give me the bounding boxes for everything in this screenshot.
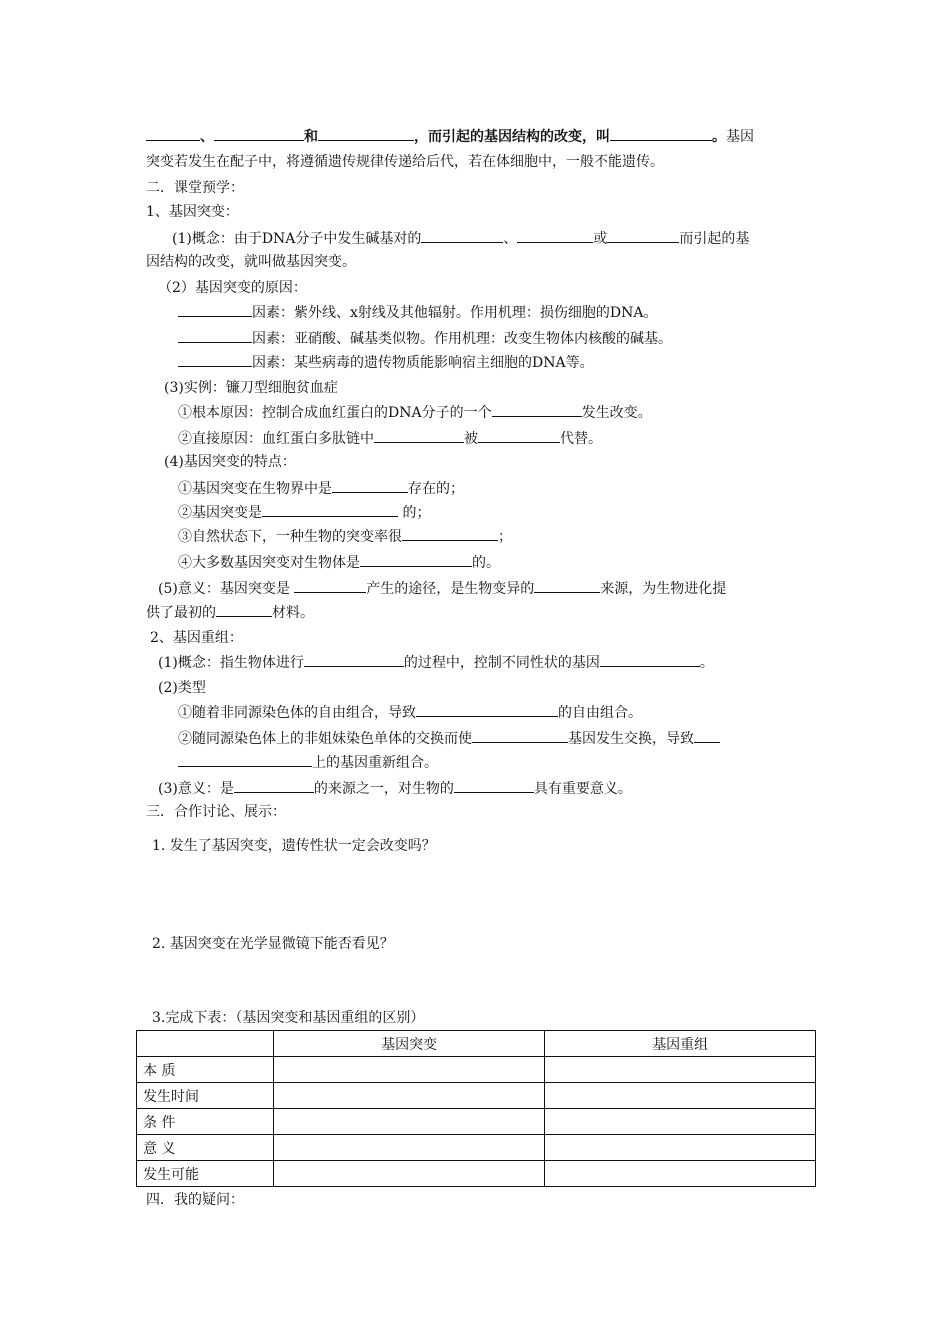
example-title: (3)实例：镰刀型细胞贫血症 [164, 380, 338, 396]
blank[interactable] [216, 602, 272, 617]
text: (1)概念：由于DNA分子中发生碱基对的 [172, 231, 422, 247]
text: 上的基因重新组合。 [312, 755, 438, 771]
blank[interactable] [360, 552, 472, 567]
table-cell[interactable] [273, 1083, 545, 1109]
blank[interactable] [294, 578, 366, 593]
text: 的； [398, 505, 431, 521]
comparison-table [136, 1030, 816, 1187]
table-row [137, 1161, 816, 1187]
question-2: 2. 基因突变在光学显微镜下能否看见？ [152, 936, 394, 952]
blank[interactable] [304, 652, 404, 667]
table-cell[interactable] [545, 1161, 816, 1187]
example-root-cause [178, 402, 652, 423]
table-cell[interactable] [273, 1135, 545, 1161]
recombination-significance [158, 778, 632, 799]
mutation-cause-title: （2）基因突变的原因： [158, 280, 307, 296]
section-3-title: 三．合作讨论、展示： [146, 804, 286, 820]
feature-3 [178, 526, 512, 547]
text: 因素：紫外线、x射线及其他辐射。作用机理：损伤细胞的DNA。 [252, 305, 658, 321]
text: 被 [464, 431, 478, 447]
text: 的自由组合。 [558, 705, 642, 721]
text: 而引起的基 [679, 231, 750, 247]
row-label-essence: 本 质 [137, 1057, 274, 1083]
text: 来源，为生物进化提 [600, 581, 727, 597]
table-cell[interactable] [545, 1109, 816, 1135]
feature-4 [178, 552, 500, 573]
text: 发生改变。 [581, 405, 652, 421]
table-cell[interactable] [545, 1083, 816, 1109]
blank[interactable] [318, 126, 414, 141]
blank[interactable] [374, 428, 464, 443]
example-direct-cause [178, 428, 602, 449]
text: 存在的； [408, 481, 464, 497]
gene-recombination-title: 2、基因重组： [150, 630, 243, 646]
text: ，而引起的基因结构的改变，叫 [414, 129, 610, 145]
text: ②直接原因：血红蛋白多肽链中 [178, 431, 374, 447]
text: ①根本原因：控制合成血红蛋白的DNA分子的一个 [178, 405, 492, 421]
question-3: 3.完成下表：（基因突变和基因重组的区别） [152, 1010, 425, 1026]
text: 代替。 [560, 431, 602, 447]
text: ； [498, 529, 512, 545]
text: (5)意义：基因突变是 [158, 581, 295, 597]
gene-mutation-title: 1、基因突变： [146, 204, 239, 220]
recombination-type-2-cont [178, 752, 438, 773]
blank[interactable] [607, 228, 679, 243]
text: 材料。 [272, 605, 314, 621]
text: ②基因突变是 [178, 505, 262, 521]
text: 的。 [472, 555, 500, 571]
cause-physical [178, 302, 657, 323]
blank[interactable] [694, 728, 720, 743]
section-2-title: 二．课堂预学： [146, 180, 244, 196]
feature-1 [178, 478, 464, 499]
mutation-concept-line-1 [172, 228, 749, 249]
blank[interactable] [262, 502, 398, 517]
text: 、 [200, 129, 214, 145]
blank[interactable] [178, 352, 252, 367]
text: (3)意义：是 [158, 781, 234, 797]
blank[interactable] [472, 728, 568, 743]
blank[interactable] [416, 702, 558, 717]
blank[interactable] [178, 302, 252, 317]
blank[interactable] [402, 526, 498, 541]
text: 的来源之一，对生物的 [313, 781, 454, 797]
blank[interactable] [332, 478, 408, 493]
mutation-significance-line-2 [146, 602, 314, 623]
text: 供了最初的 [146, 605, 216, 621]
blank[interactable] [178, 752, 312, 767]
text: 因素：某些病毒的遗传物质能影响宿主细胞的DNA等。 [252, 355, 594, 371]
table-header-cell [137, 1031, 274, 1057]
table-row [137, 1057, 816, 1083]
recombination-concept [158, 652, 714, 673]
section-4-title: 四．我的疑问： [146, 1192, 244, 1208]
text: 。 [712, 129, 726, 145]
table-cell[interactable] [273, 1109, 545, 1135]
recombination-type-2 [178, 728, 720, 749]
question-1: 1. 发生了基因突变，遗传性状一定会改变吗？ [152, 838, 436, 854]
blank[interactable] [517, 228, 593, 243]
blank[interactable] [214, 126, 304, 141]
blank[interactable] [478, 428, 560, 443]
intro-line-1 [146, 126, 754, 147]
text: ①基因突变在生物界中是 [178, 481, 332, 497]
table-row [137, 1083, 816, 1109]
cause-biological [178, 352, 594, 373]
text: (1)概念：指生物体进行 [158, 655, 304, 671]
blank[interactable] [234, 778, 314, 793]
text: 具有重要意义。 [533, 781, 632, 797]
table-cell[interactable] [273, 1161, 545, 1187]
text: 或 [593, 231, 608, 247]
text: 基因 [726, 129, 754, 145]
mutation-concept-line-2: 因结构的改变，就叫做基因突变。 [146, 254, 356, 270]
text: 。 [699, 655, 714, 671]
blank[interactable] [492, 402, 582, 417]
mutation-significance-line-1 [158, 578, 726, 599]
blank[interactable] [534, 578, 600, 593]
row-label-significance: 意 义 [137, 1135, 274, 1161]
blank[interactable] [146, 126, 200, 141]
row-label-time: 发生时间 [137, 1083, 274, 1109]
recombination-type-1 [178, 702, 642, 723]
text: ③自然状态下，一种生物的突变率很 [178, 529, 402, 545]
table-header-row [137, 1031, 816, 1057]
table-header-mutation: 基因突变 [273, 1031, 545, 1057]
text: 基因发生交换，导致 [568, 731, 694, 747]
text: 的过程中，控制不同性状的基因 [403, 655, 600, 671]
cause-chemical [178, 328, 672, 349]
blank[interactable] [600, 652, 700, 667]
text: 产生的途径，是生物变异的 [366, 581, 535, 597]
blank[interactable] [610, 126, 712, 141]
blank[interactable] [178, 328, 252, 343]
text: 和 [304, 129, 318, 145]
text: 因素：亚硝酸、碱基类似物。作用机理：改变生物体内核酸的碱基。 [252, 331, 672, 347]
table-cell[interactable] [545, 1057, 816, 1083]
table-row [137, 1135, 816, 1161]
blank[interactable] [421, 228, 503, 243]
blank[interactable] [454, 778, 534, 793]
table-header-recombination: 基因重组 [545, 1031, 816, 1057]
text: ②随同源染色体上的非姐妹染色单体的交换而使 [178, 731, 472, 747]
text: 、 [503, 231, 518, 247]
table-row [137, 1109, 816, 1135]
row-label-condition: 条 件 [137, 1109, 274, 1135]
feature-2 [178, 502, 430, 523]
features-title: (4)基因突变的特点： [164, 454, 296, 470]
text: ④大多数基因突变对生物体是 [178, 555, 360, 571]
table-cell[interactable] [545, 1135, 816, 1161]
row-label-possibility: 发生可能 [137, 1161, 274, 1187]
table-cell[interactable] [273, 1057, 545, 1083]
recombination-types-title: (2)类型 [158, 680, 206, 696]
intro-line-2: 突变若发生在配子中，将遵循遗传规律传递给后代，若在体细胞中，一般不能遗传。 [146, 154, 664, 170]
text: ①随着非同源染色体的自由组合，导致 [178, 705, 416, 721]
